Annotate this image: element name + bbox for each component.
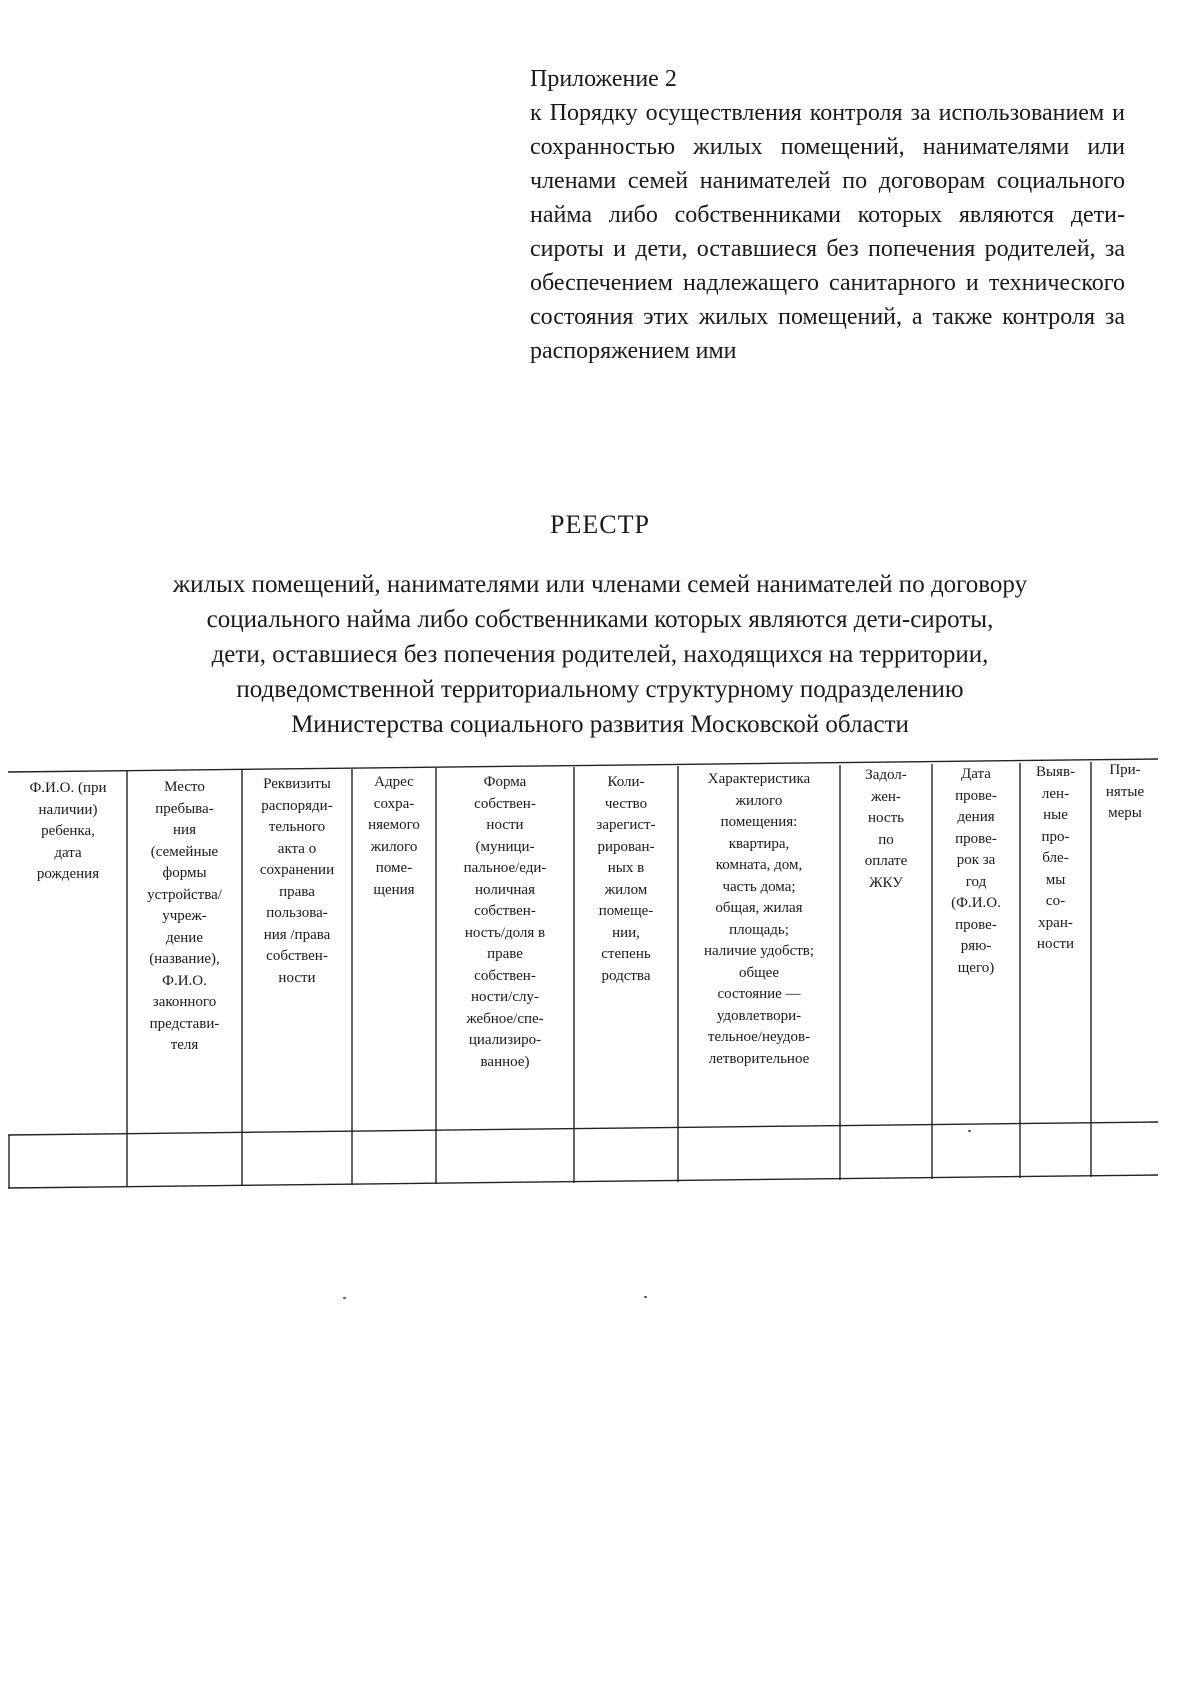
column-header-ownership-form: Форма собствен- ности (муници- пальное/еди- ноличная собствен- ность/доля в праве собствен- ности/слу- жебное/спе- циализиро- ванное) <box>463 774 547 1070</box>
column-header-identified-problems: Выяв- лен- ные про- бле- мы со- хран- ности <box>1035 764 1076 952</box>
registry-subtitle <box>0 567 1200 742</box>
scan-speck <box>644 1296 647 1298</box>
registry-subtitle-line: дети, оставшиеся без попечения родителей, находящихся на территории, <box>211 641 989 668</box>
registry-subtitle-line: подведомственной территориальному структурному подразделению <box>236 676 964 703</box>
registry-subtitle-line: социального найма либо собственниками которых являются дети-сироты, <box>206 606 994 633</box>
scan-speck <box>968 1130 971 1132</box>
scan-speck <box>343 1297 346 1299</box>
appendix-header <box>530 62 1125 368</box>
registry-table <box>8 758 1158 1191</box>
column-header-act-details: Реквизиты распоряди- тельного акта о сохранении права пользова- ния /права собствен- ности <box>259 776 335 986</box>
column-header-registered-count: Коли- чество зарегист- рирован- ных в жилом помеще- нии, степень родства <box>596 774 656 984</box>
appendix-text: к Порядку осуществления контроля за использованием и сохранностью жилых помещений, нанимателями или членами семей нанимателей по договорам социального найма либо собственниками которых являются дети-сироты и дети, оставшиеся без попечения родителей, за обеспечением надлежащего санитарного и технического состояния этих жилых помещений, а также контроля за распоряжением ими <box>530 100 1125 364</box>
column-header-characteristics: Характеристика жилого помещения: квартира, комната, дом, часть дома; общая, жилая площадь; наличие удобств; общее состояние — удовлетвори- тельное/неудов- летворительное <box>703 771 815 1067</box>
registry-title: РЕЕСТР <box>550 510 650 539</box>
column-header-inspection-dates: Дата прове- дения прове- рок за год (Ф.И.О. прове- ряю- щего) <box>951 766 1001 976</box>
column-header-child-name: Ф.И.О. (при наличии) ребенка, дата рождения <box>29 780 107 882</box>
registry-subtitle-line: Министерства социального развития Московской области <box>291 711 909 738</box>
column-header-measures-taken: При- нятые меры <box>1105 762 1145 821</box>
appendix-title: Приложение 2 <box>530 66 677 92</box>
column-header-address: Адрес сохра- няемого жилого поме- щения <box>368 774 420 898</box>
column-header-placement: Место пребыва- ния (семейные формы устройства/ учреж- дение (название), Ф.И.О. законного представи- теля <box>147 779 222 1053</box>
registry-subtitle-line: жилых помещений, нанимателями или членами семей нанимателей по договору <box>172 571 1028 598</box>
column-header-utility-debt: Задол- жен- ность по оплате ЖКУ <box>864 767 908 891</box>
